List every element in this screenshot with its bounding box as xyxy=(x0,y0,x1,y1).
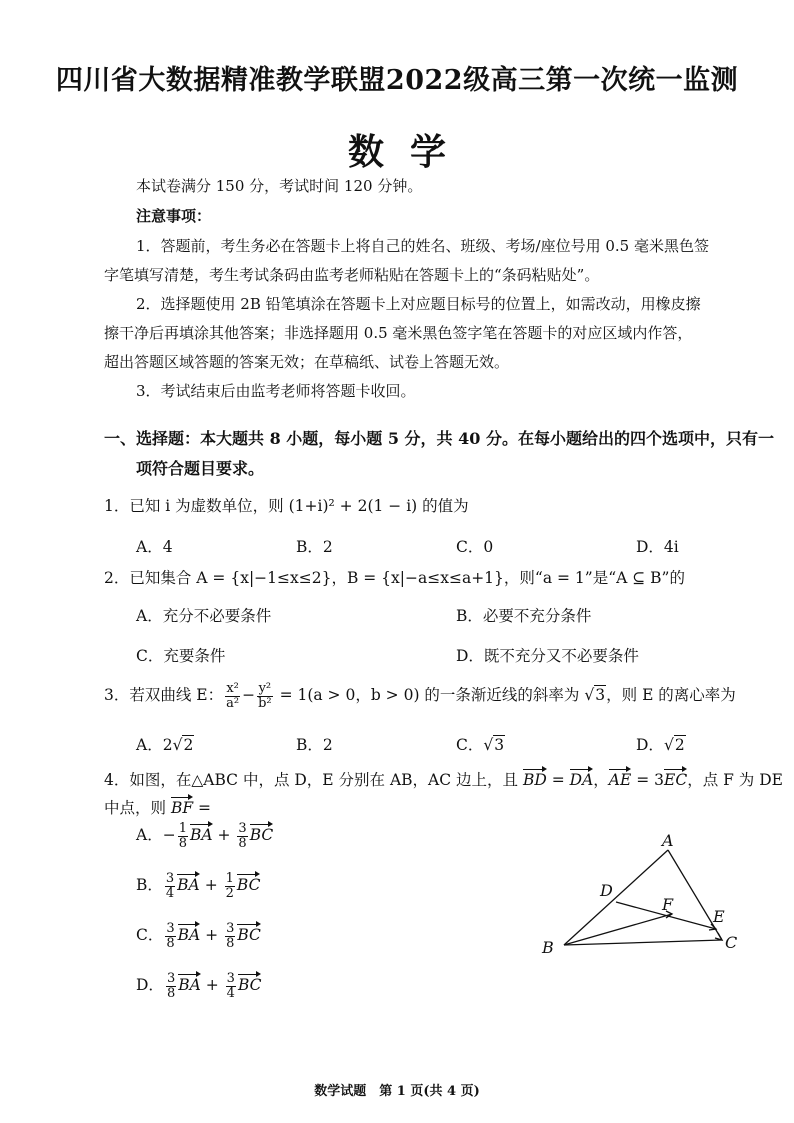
option-a: A．2√2 xyxy=(136,736,194,754)
point-label-b: B xyxy=(542,938,554,957)
option-d: D．4i xyxy=(636,538,679,556)
notice-title: 注意事项： xyxy=(136,207,212,225)
vector: BF xyxy=(170,799,194,817)
option-c: C．充要条件 xyxy=(136,647,226,665)
notice-3: 3．考试结束后由监考老师将答题卡收回。 xyxy=(136,382,416,400)
option-d: D． $\frac{3}{8}$ BA + $\frac{3}{4}$ BC xyxy=(136,971,262,1001)
option-b: B．2 xyxy=(296,538,333,556)
math-expression: (1+i)² + 2(1 − i) xyxy=(288,497,418,515)
question-3: 3．若双曲线 E： $\frac{\text{x²}}{\text{a²}}$ − $\frac{\text{y²}}{\text{b²}}$ = 1(a > 0，b > 0) 的一条渐近线的斜率为 √3，则 E 的离心率为 xyxy=(104,681,736,711)
question-text: ，则 E 的离心率为 xyxy=(606,686,736,705)
subject-title: 数学 xyxy=(347,131,472,173)
option-d: D．√2 xyxy=(636,736,685,754)
option-d: D．既不充分又不必要条件 xyxy=(456,647,639,665)
notice-2b: 擦干净后再填涂其他答案；非选择题用 0.5 毫米黑色签字笔在答题卡的对应区域内作答， xyxy=(104,324,693,342)
option-a: A．4 xyxy=(136,538,173,556)
segment-bc xyxy=(564,940,722,945)
question-4: 4．如图，在△ABC 中，点 D，E 分别在 AB，AC 边上，且 BD = DA，AE = 3EC，点 F 为 DE xyxy=(104,771,783,789)
page-footer: 数学试题 第 1 页(共 4 页) xyxy=(314,1084,480,1099)
question-text: 已知集合 A = {x|−1≤x≤2}，B = {x|−a≤x≤a+1}，则“a = 1”是“A ⊆ B”的 xyxy=(129,569,685,587)
vector: EC xyxy=(664,771,688,789)
intro-line: 本试卷满分 150 分，考试时间 120 分钟。 xyxy=(136,177,423,195)
exam-title: 四川省大数据精准教学联盟2022级高三第一次统一监测 xyxy=(55,65,739,96)
section-heading-cont: 项符合题目要求。 xyxy=(136,459,265,478)
question-number: 3． xyxy=(104,686,130,705)
fraction: $\frac{\text{x²}}{\text{a²}}$ xyxy=(226,681,240,711)
arrow-head xyxy=(715,933,722,940)
vector: BD xyxy=(522,771,547,789)
option-b: B．2 xyxy=(296,736,333,754)
point-label-c: C xyxy=(725,933,738,952)
question-text: = 1(a > 0，b > 0) 的一条渐近线的斜率为 xyxy=(274,686,585,705)
option-b: B． $\frac{3}{4}$ BA + $\frac{1}{2}$ BC xyxy=(136,871,261,901)
question-text: 的值为 xyxy=(417,497,469,515)
sqrt-expression: √3 xyxy=(584,686,606,705)
option-c: C． $\frac{3}{8}$ BA + $\frac{3}{8}$ BC xyxy=(136,921,261,951)
notice-1a: 1．答题前，考生务必在答题卡上将自己的姓名、班级、考场/座位号用 0.5 毫米黑色签 xyxy=(136,237,709,255)
triangle-figure xyxy=(536,832,746,962)
vector: AE xyxy=(608,771,632,789)
point-label-d: D xyxy=(600,881,613,900)
question-text: 已知 i 为虚数单位，则 xyxy=(129,497,289,515)
question-text: 若双曲线 E： xyxy=(129,686,224,705)
question-4-cont: 中点，则 BF = xyxy=(104,799,212,817)
section-heading: 一、选择题：本大题共 8 小题，每小题 5 分，共 40 分。在每小题给出的四个选项中，只有一 xyxy=(104,429,774,448)
notice-2a: 2．选择题使用 2B 铅笔填涂在答题卡上对应题目标号的位置上，如需改动，用橡皮擦 xyxy=(136,295,701,313)
point-label-e: E xyxy=(713,907,725,926)
question-number: 1． xyxy=(104,497,130,515)
notice-1b: 字笔填写清楚，考生考试条码由监考老师粘贴在答题卡上的“条码粘贴处”。 xyxy=(104,266,600,284)
notice-2c: 超出答题区域答题的答案无效；在草稿纸、试卷上答题无效。 xyxy=(104,353,510,371)
question-number: 4． xyxy=(104,771,130,789)
question-number: 2． xyxy=(104,569,130,587)
point-label-a: A xyxy=(662,832,674,850)
option-c: C．√3 xyxy=(456,736,505,754)
fraction: $\frac{\text{y²}}{\text{b²}}$ xyxy=(258,681,272,711)
option-c: C．0 xyxy=(456,538,494,556)
question-2 xyxy=(104,566,685,588)
question-1 xyxy=(104,494,469,516)
option-a: A．− $\frac{1}{8}$ BA + $\frac{3}{8}$ BC xyxy=(136,821,274,851)
option-a: A．充分不必要条件 xyxy=(136,607,272,625)
point-label-f: F xyxy=(662,895,674,914)
option-b: B．必要不充分条件 xyxy=(456,607,592,625)
vector: DA xyxy=(569,771,594,789)
